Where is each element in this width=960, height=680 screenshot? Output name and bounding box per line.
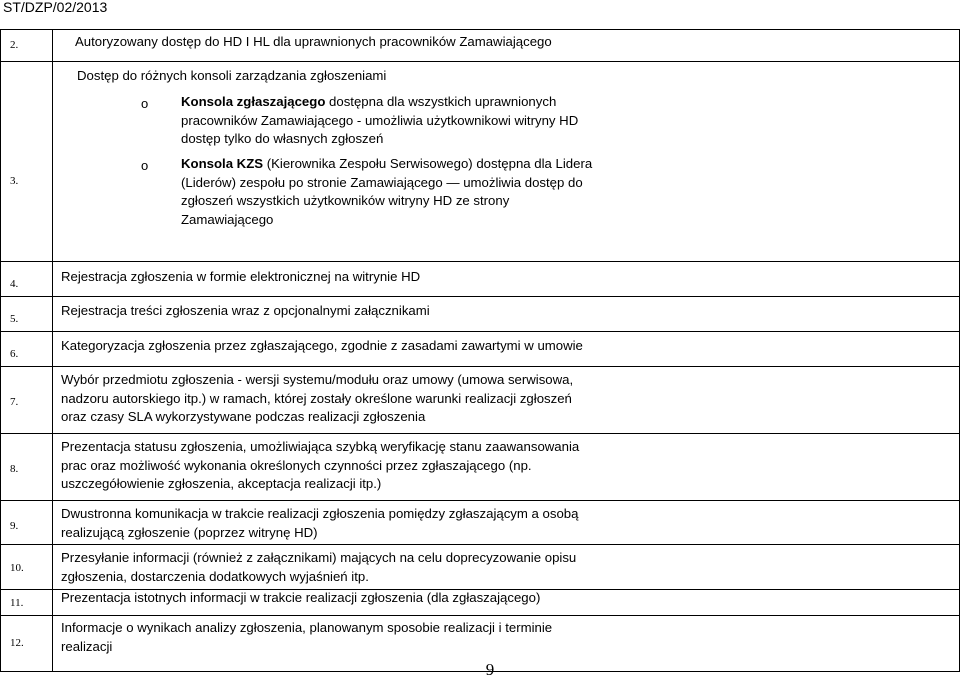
row-number: 12. bbox=[10, 637, 24, 649]
row-line: Wybór przedmiotu zgłoszenia - wersji systemu/modułu oraz umowy (umowa serwisowa, bbox=[61, 372, 574, 387]
bullet-text bbox=[181, 93, 621, 149]
row-number-cell bbox=[1, 434, 53, 500]
row-line: Prezentacja statusu zgłoszenia, umożliwiająca szybką weryfikację stanu zaawansowania bbox=[61, 439, 580, 454]
table-row bbox=[1, 545, 959, 590]
row-number-cell bbox=[1, 367, 53, 433]
bullet-line: (Liderów) zespołu po stronie Zamawiającego — umożliwia dostęp do bbox=[181, 174, 583, 190]
row-number: 3. bbox=[10, 175, 19, 187]
row-text bbox=[61, 549, 576, 586]
row-number: 10. bbox=[10, 562, 24, 574]
row-number-cell bbox=[1, 545, 53, 589]
row-line: prac oraz możliwość wykonania określonych czynności przez zgłaszającego (np. bbox=[61, 457, 532, 473]
bullet-line: Zamawiającego bbox=[181, 211, 274, 227]
table-row bbox=[1, 297, 959, 332]
row-text: Prezentacja istotnych informacji w trakcie realizacji zgłoszenia (dla zgłaszającego) bbox=[61, 590, 541, 605]
row-text bbox=[61, 505, 578, 542]
row-number: 6. bbox=[10, 348, 19, 360]
bullet-line: dostępna dla wszystkich uprawnionych bbox=[325, 94, 557, 109]
row-number: 7. bbox=[10, 396, 19, 408]
row-text: Kategoryzacja zgłoszenia przez zgłaszającego, zgodnie z zasadami zawartymi w umowie bbox=[61, 338, 583, 353]
row-line: nadzoru autorskiego itp.) w ramach, której zostały określone warunki realizacji zgłoszeń bbox=[61, 390, 572, 406]
row-line: uszczegółowienie zgłoszenia, akceptacja realizacji itp.) bbox=[61, 476, 382, 491]
row-number-cell bbox=[1, 590, 53, 615]
row-line: realizującą zgłoszenie (poprzez witrynę HD) bbox=[61, 524, 318, 540]
table-row bbox=[1, 434, 959, 501]
row-number-cell bbox=[1, 30, 53, 61]
bullet-line: zgłoszeń wszystkich użytkowników witryny HD ze strony bbox=[181, 193, 510, 209]
table-row bbox=[1, 590, 959, 616]
row-number-cell bbox=[1, 62, 53, 261]
requirements-table bbox=[0, 29, 960, 672]
bullet-line: (Kierownika Zespołu Serwisowego) dostępna dla Lidera bbox=[263, 156, 593, 171]
table-row bbox=[1, 332, 959, 367]
row-line: oraz czasy SLA wykorzystywane podczas realizacji zgłoszenia bbox=[61, 409, 426, 424]
row-title: Dostęp do różnych konsoli zarządzania zgłoszeniami bbox=[77, 68, 387, 83]
table-row bbox=[1, 262, 959, 297]
row-number: 8. bbox=[10, 463, 19, 475]
row-line: Informacje o wynikach analizy zgłoszenia, planowanym sposobie realizacji i terminie bbox=[61, 620, 553, 635]
row-number-cell bbox=[1, 262, 53, 296]
table-row bbox=[1, 30, 959, 62]
row-text bbox=[61, 371, 573, 427]
row-number: 11. bbox=[10, 597, 24, 609]
row-text: Rejestracja zgłoszenia w formie elektronicznej na witrynie HD bbox=[61, 269, 421, 284]
bullet-bold-term: Konsola KZS bbox=[181, 156, 264, 171]
row-number: 5. bbox=[10, 313, 19, 325]
row-line: Przesyłanie informacji (również z załącznikami) mających na celu doprecyzowanie opisu bbox=[61, 550, 577, 565]
row-number: 9. bbox=[10, 520, 19, 532]
bullet-line: pracowników Zamawiającego - umożliwia użytkownikowi witryny HD bbox=[181, 112, 579, 128]
table-row bbox=[1, 501, 959, 545]
row-line: realizacji bbox=[61, 638, 113, 654]
bullet-bold-term: Konsola zgłaszającego bbox=[181, 94, 326, 109]
row-number-cell bbox=[1, 501, 53, 544]
row-text: Rejestracja treści zgłoszenia wraz z opcjonalnymi załącznikami bbox=[61, 303, 430, 318]
row-number-cell bbox=[1, 297, 53, 331]
row-number: 4. bbox=[10, 278, 19, 290]
bullet-marker: o bbox=[141, 96, 149, 111]
row-text: Autoryzowany dostęp do HD I HL dla uprawnionych pracowników Zamawiającego bbox=[75, 34, 552, 49]
row-line: Dwustronna komunikacja w trakcie realizacji zgłoszenia pomiędzy zgłaszającym a osobą bbox=[61, 506, 579, 521]
row-line: zgłoszenia, dostarczenia dodatkowych wyjaśnień itp. bbox=[61, 568, 369, 584]
bullet-line: dostęp tylko do własnych zgłoszeń bbox=[181, 131, 384, 147]
table-row bbox=[1, 367, 959, 434]
bullet-text bbox=[181, 155, 621, 229]
row-text bbox=[61, 438, 579, 494]
document-code: ST/DZP/02/2013 bbox=[3, 0, 108, 15]
page-number: 9 bbox=[485, 660, 495, 679]
row-number-cell bbox=[1, 332, 53, 366]
row-number: 2. bbox=[10, 39, 19, 51]
bullet-marker: o bbox=[141, 158, 149, 173]
table-row bbox=[1, 62, 959, 262]
row-text bbox=[61, 619, 552, 656]
